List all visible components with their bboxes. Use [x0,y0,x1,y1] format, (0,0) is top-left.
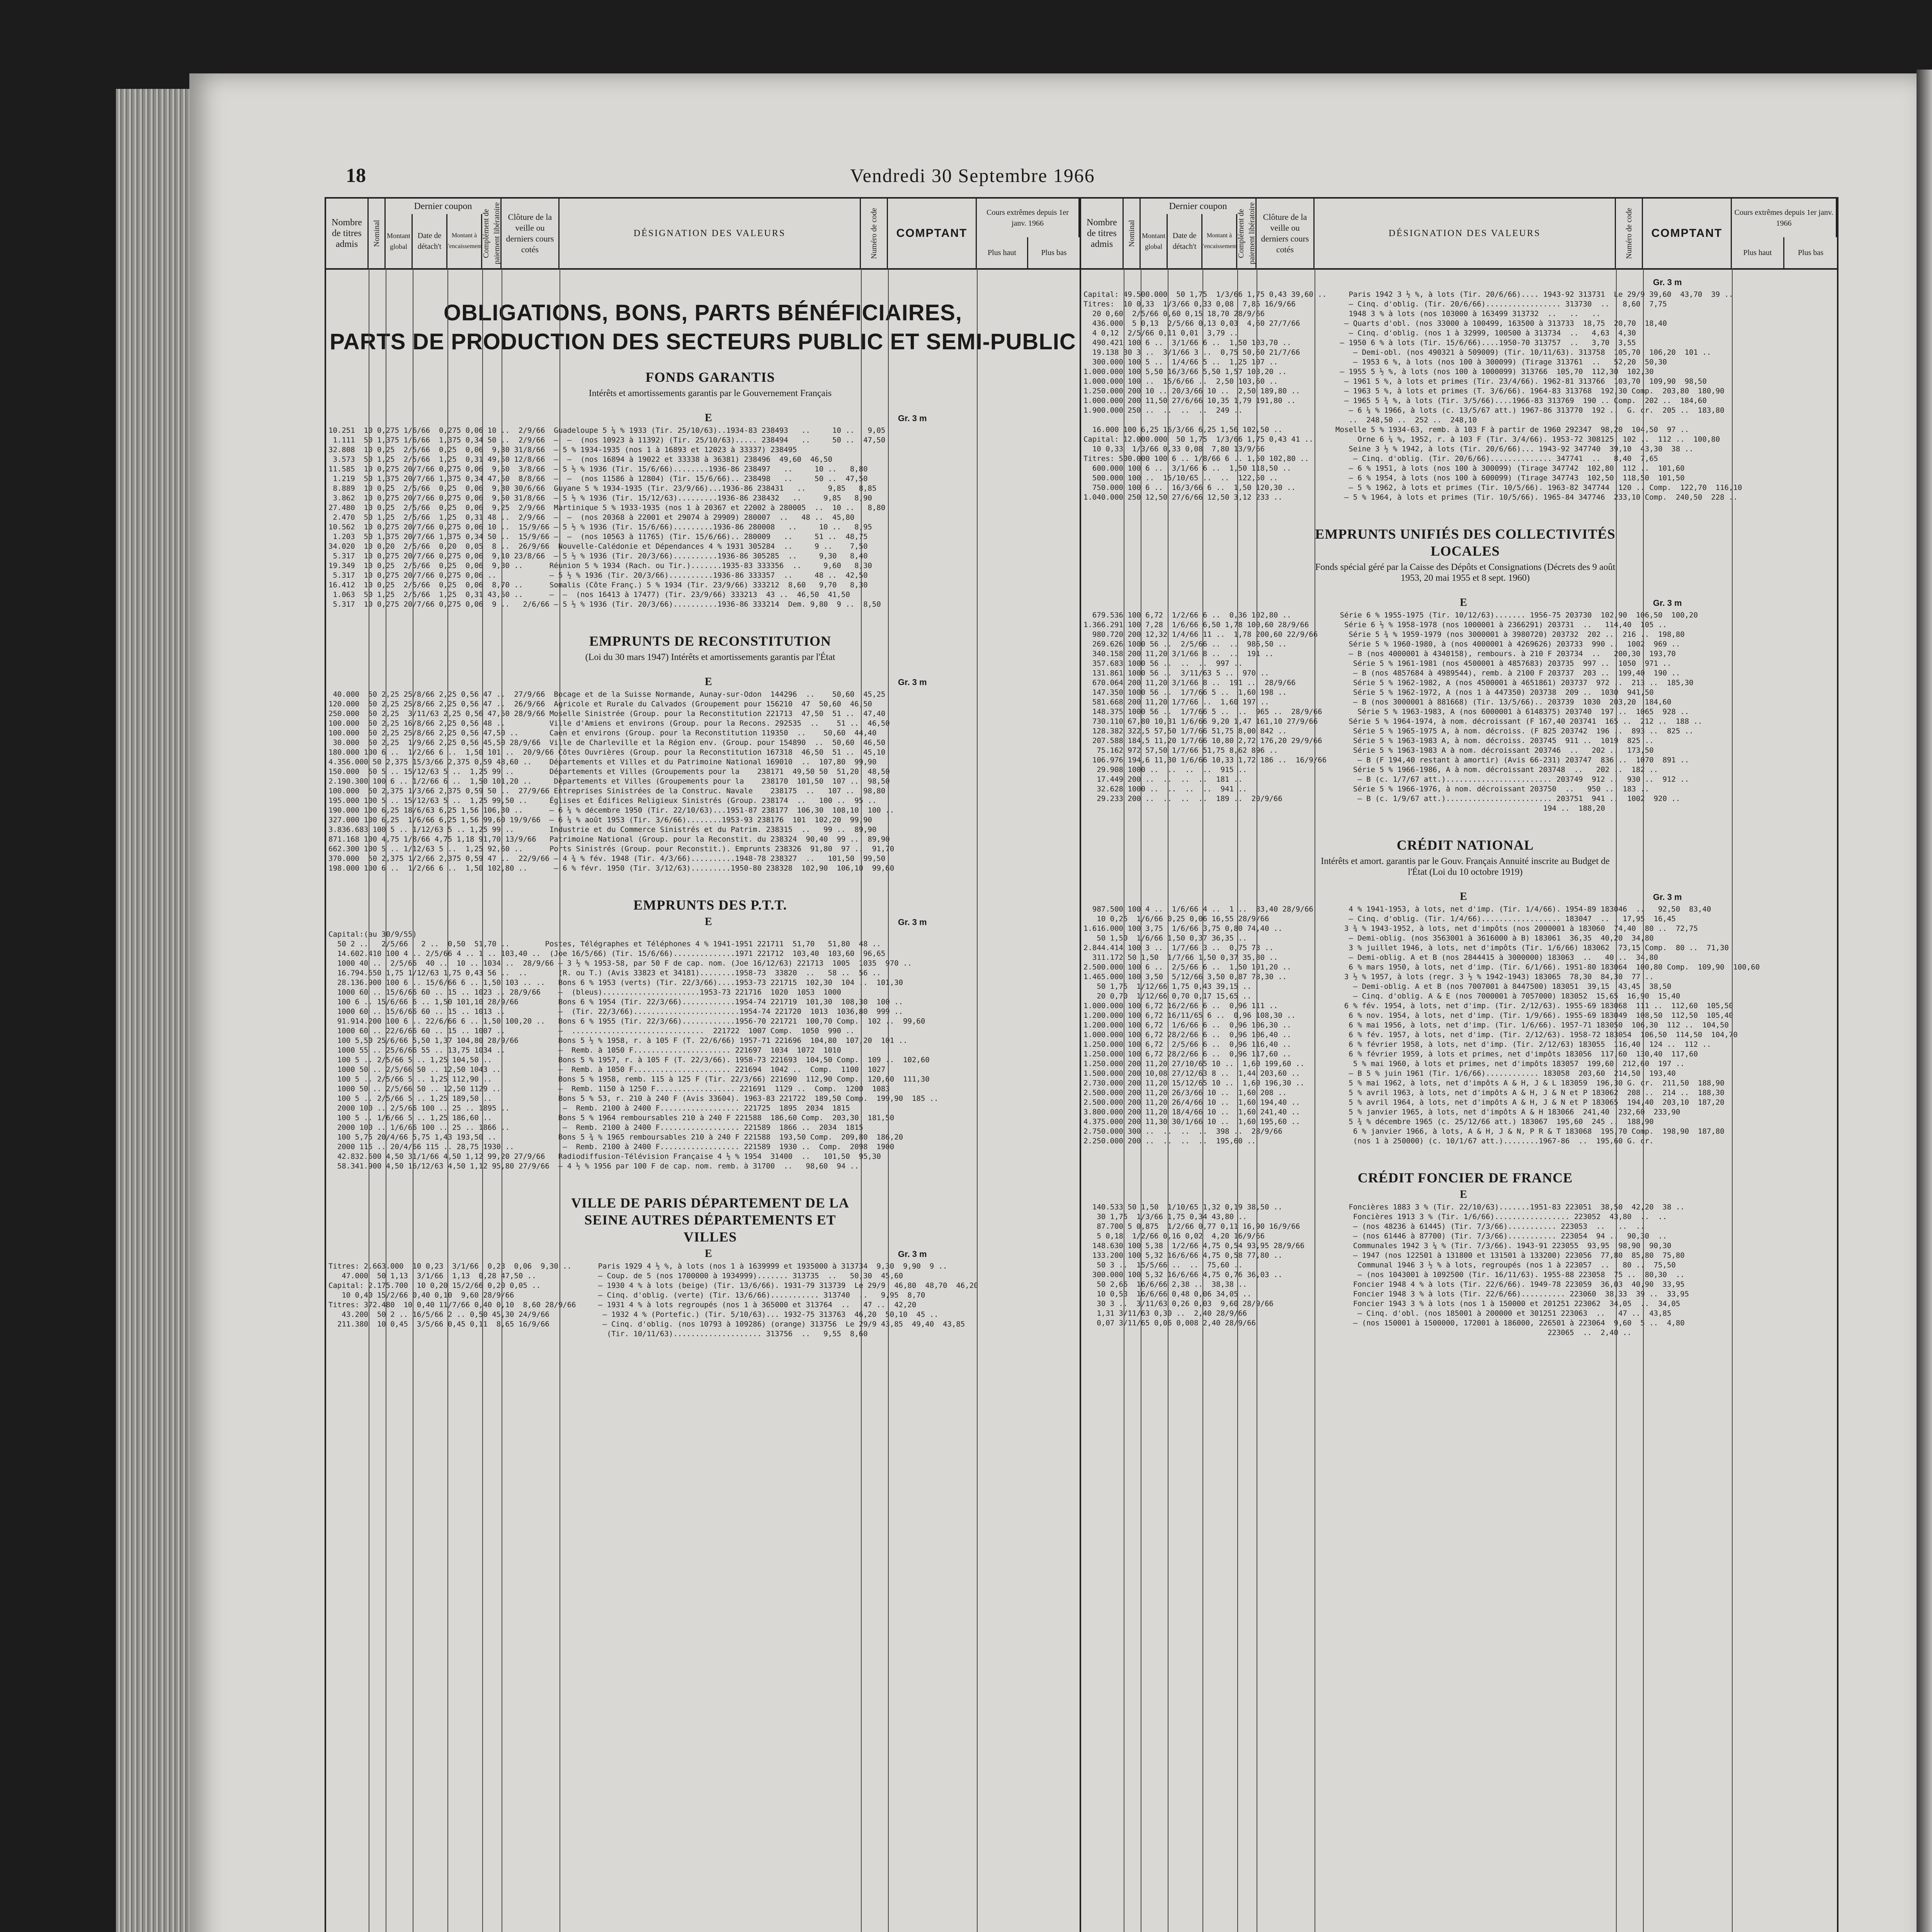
section-marker: E [1460,597,1467,609]
table-row: 2.500.000 200 11,20 26/3/66 10 .. 1,60 208 .. 5 % avril 1963, à lots, net d'impôts A & H, J & N et P 183062 208 .. 214 .. 188,30 [1083,1088,1725,1097]
table-row: 1.250.000 200 11,20 27/10/65 10 .. 1,60 199,60 .. 5 % mai 1960, à lots et primes, net d'impôts 183057 199,60 212,60 197 .. [1083,1060,1685,1068]
section-marker: E [705,916,712,928]
section-subtitle: Fonds spécial géré par la Caisse des Dépôts et Consignations (Décrets des 9 août 1953, 20 mai 1955 et 8 sept. 1960) [1315,562,1616,583]
table-row: 1.000.000 100 5,50 16/3/66 5,50 1,57 103,20 .. — 1955 5 ½ %, à lots (nos 100 à 1000099) 313766 105,70 112,30 102,30 [1083,367,1654,376]
table-row: 207.588 184,5 11,20 1/7/66 10,80 2,72 176,20 29/9/66 Série 5 % 1963-1983 A, à nom. décroiss. 203745 911 .. 1019 825 .. [1083,736,1654,745]
table-row: 42.832.600 4,50 31/1/66 4,50 1,12 99,20 27/9/66 Radiodiffusion-Télévision Française 4 ½ % 1954 31400 .. 101,50 95,30 [328,1152,881,1161]
col-plus-bas: Plus bas [1041,248,1067,257]
table-row: 730.110 67,80 10,31 1/6/66 9,20 1,47 161,10 27/9/66 Série 5 % 1964-1974, à nom. décroissant (F 167,40 203741 165 .. 212 .. 188 .. [1083,717,1702,726]
section-subtitle: (Loi du 30 mars 1947) Intérêts et amortissements garantis par l'État [585,652,835,662]
table-row: 20 0,60 2/5/66 0,60 0,15 18,70 28/9/66 1948 3 % à lots (nos 103000 à 163499 313732 .. .. .. [1083,310,1601,318]
column-rule [888,268,889,1932]
table-header-right [1081,199,1837,270]
section-marker: E [1460,1189,1467,1201]
table-row: 2.844.414 100 3 .. 1/7/66 3 .. 0,75 73 .. 3 % juillet 1946, à lots, net d'impôts (Tir. 1/6/66) 183062 73,15 Comp. 80 .. 71,30 [1083,944,1729,952]
table-row: 27.480 10 0,25 2/5/66 0,25 0,06 9,25 2/9/66 Martinique 5 % 1933-1935 (nos 1 à 20367 et 22002 à 280005 .. 10 .. 8,80 [328,503,886,512]
column-rule [1732,268,1733,1932]
col-dernier-coupon: Dernier coupon [1141,199,1257,214]
table-row: 2.190.300 100 6 .. 1/2/66 6 .. 1,50 101,20 .. Départements et Villes (Groupements pour la 238170 101,50 107 .. 98,50 [328,777,890,786]
table-row: 1.219 50 1,375 20/7/66 1,375 0,34 47,50 8/8/66 — — (nos 11586 à 12804) (Tir. 15/6/66).. 238498 .. 50 .. 47,50 [328,474,868,483]
binding-stitches [1928,97,1932,1932]
col-complement: Complément de paiement libératoire [1237,199,1257,268]
table-row: 2000 100 .. 2/5/66 100 .. 25 .. 1895 .. — Remb. 2100 à 2400 F.................. 221725 1895 2034 1815 [328,1104,850,1112]
section-marker: E [705,412,712,424]
table-row: 100.000 50 2,25 25/8/66 2,25 0,56 47,50 .. Caen et environs (Group. pour la Reconstitution 119350 .. 50,60 44,40 [328,729,877,737]
table-row: 1.200.000 100 6,72 16/11/65 6 .. 0,96 108,30 .. 6 % nov. 1954, à lots, net d'imp. (Tir. 1/9/66). 1955-69 183049 108,50 112,50 105,40 [1083,1011,1733,1020]
table-row: 1.250.000 100 6,72 28/2/66 6 .. 0,96 117,60 .. 6 % février 1959, à lots et primes, net d'impôts 183056 117,60 130,40 117,60 [1083,1050,1698,1058]
table-row: 100 6 .. 15/6/66 6 .. 1,50 101,10 28/9/66 Bons 6 % 1954 (Tir. 22/3/66)............1954-74 221719 101,30 108,30 100 .. [328,998,903,1006]
column-rule [977,268,978,1932]
table-row: 180.000 100 6 .. 1/2/66 6 .. 1,50 101 .. 20/9/66 Côtes Ouvrières (Group. pour la Reconstitution 167318 46,50 51 .. 45,10 [328,748,886,757]
table-row: 50 2 .. 2/5/66 2 .. 0,50 51,70 .. Postes, Télégraphes et Téléphones 4 % 1941-1951 221711 51,70 51,80 48 .. [328,940,881,948]
table-row: 148.630 100 5,38 1/2/66 4,75 0,54 93,95 28/9/66 Communales 1942 3 ¼ % (Tir. 7/3/66). 1943-91 223055 93,95 98,90 90,30 [1083,1242,1672,1250]
page-date: Vendredi 30 Septembre 1966 [850,165,1095,186]
left-half [326,199,1081,1932]
table-row: 2.250.000 200 .. .. .. .. 195,60 .. (nos 1 à 250000) (c. 10/1/67 att.)........1967-86 .. 195,60 G. cr. [1083,1137,1654,1145]
table-row: 91.914.200 100 6 .. 22/6/66 6 .. 1,50 100,20 .. Bons 6 % 1955 (Tir. 22/3/66)............1956-70 221721 100,70 Comp. 102 .. 99,60 [328,1017,925,1026]
col-comptant: COMPTANT [888,199,977,268]
table-row: 100 5 .. 2/5/66 5 .. 1,25 189,50 .. Bons 5 % 53, r. 210 à 240 F (Avis 33604). 1963-83 221722 189,50 Comp. 199,90 185 .. [328,1094,939,1103]
table-row: 50 3 .. 15/5/66 .. .. 75,60 .. Communal 1946 3 ½ % à lots, regroupés (nos 1 à 223057 .. 80 .. 75,50 [1083,1261,1676,1269]
table-row: 16.412 10 0,25 2/5/66 0,25 0,06 8,70 .. Somalis (Côte Franç.) 5 % 1934 (Tir. 23/9/66) 333212 8,60 9,70 8,30 [328,581,868,589]
table-row: 4.356.000 50 2,375 15/3/66 2,375 0,59 48,60 .. Départements et Villes et du Patrimoine National 169010 .. 107,80 99,90 [328,758,877,766]
table-row: 3.573 50 1,25 2/5/66 1,25 0,31 49,50 12/8/66 — — (nos 16894 à 19022 et 33338 à 36381) 238496 49,60 46,50 [328,455,833,464]
section-rows [328,930,1077,1171]
table-row: Capital:(au 30/9/55) [328,930,417,939]
col-cours-extremes: Cours extrêmes depuis 1er janv. 1966 [977,199,1080,237]
col-complement: Complément de paiement libératoire [482,199,502,268]
table-row: 670.064 200 11,20 3/1/66 8 .. 191 .. 28/9/66 Série 5 % 1962-1982, A (nos 4500001 à 4651861) 203737 972 .. 213 .. 185,30 [1083,679,1694,687]
table-row: 1000 55 .. 25/6/66 55 .. 13,75 1034 .. — Remb. à 1050 F...................... 221697 1034 1072 1010 [328,1046,841,1054]
table-row: 300.000 100 5,32 16/6/66 4,75 0,76 36,03 .. — (nos 1043001 à 1092500 (Tir. 16/11/63). 1955-88 223058 75 .. 80,30 .. [1083,1270,1685,1279]
section-title: CRÉDIT NATIONAL [1396,837,1534,853]
section-title: EMPRUNTS DE RECONSTITUTION [589,633,832,649]
table-row: 1.000.000 100 6,72 16/2/66 6 .. 0,96 111 .. 6 % fév. 1954, à lots, net d'imp. (Tir. 2/12/63). 1955-69 183068 111 .. 112,60 105,50 [1083,1002,1733,1010]
section-marker: E [1460,891,1467,903]
table-row: 269.626 1000 56 .. 2/5/66 .. .. 986,50 .. Série 5 % 1960-1980, à (nos 4000001 à 4269626) 203733 990 .. 1002 969 .. [1083,640,1680,648]
table-row: 30 3 .. 3/11/63 0,26 0,03 9,60 28/9/66 Foncier 1943 3 % à lots (nos 1 à 150000 et 201251 223062 34,05 .. 34,05 [1083,1299,1680,1308]
quotation-table [325,197,1838,1932]
col-montant-global: Montant global [386,214,413,268]
section-subtitle: Intérêts et amortissements garantis par le Gouvernement Français [588,388,832,398]
section-marker: E [705,1248,712,1260]
table-row: 581.668 200 11,20 1/7/66 .. 1,60 197 .. — B (nos 3000001 à 881668) (Tir. 13/5/66).. 203739 1030 203,20 184,60 [1083,698,1672,706]
table-header-left [326,199,1080,270]
table-row: 370.000 50 2,375 1/2/66 2,375 0,59 47 .. 22/9/66 — 4 ¾ % fév. 1948 (Tir. 4/3/66)..........1948-78 238327 .. 101,50 99,50 [328,854,886,863]
col-plus-haut: Plus haut [977,237,1028,268]
table-row: 148.375 1000 56 .. 1/7/66 5 .. .. 965 .. 28/9/66 Série 5 % 1963-1983, A (nos 6000001 à 6148375) 203740 197 .. 1065 928 .. [1083,707,1689,716]
table-row: 100.000 50 2,375 1/3/66 2,375 0,59 50 .. 27/9/66 Entreprises Sinistrées de la Construc. Navale 238175 .. 107 .. 98,80 [328,787,886,795]
table-row: 29.908 1000 .. .. .. .. 915 .. Série 5 % 1966-1986, A à nom. décroissant 203748 .. 202 .. 182 .. [1083,765,1658,774]
table-row: 190.000 100 6,25 18/6/63 6,25 1,56 106,30 .. — 6 ¼ % décembre 1950 (Tir. 22/10/63)...1951-87 238177 106,30 108,10 100 .. [328,806,895,815]
table-row: 10.562 10 0,275 20/7/66 0,275 0,06 10 .. 15/9/66 — 5 ½ % 1936 (Tir. 15/6/66).........1936-86 280008 .. 10 .. 8,95 [328,523,872,531]
table-row: 28.136.900 100 6 .. 15/6/66 6 .. 1,50 103 .. .. Bons 6 % 1953 (verts) (Tir. 22/3/66)....1953-73 221715 102,30 104 .. 101,30 [328,978,903,987]
group-tag: Gr. 3 m [898,677,927,687]
table-row: 662.300 100 5 .. 1/12/63 5 .. 1,25 92,60 .. Ports Sinistrés (Group. pour Reconstit.). Emprunts 238326 91,80 97 .. 91,70 [328,845,895,853]
table-row: 871.168 100 4,75 1/8/66 4,75 1,18 91,70 13/9/66 Patrimoine National (Group. pour la Reconstit. du 238324 90,40 99 .. 89,90 [328,835,890,844]
table-row: 100 5,75 20/4/66 5,75 1,43 193,50 .. Bons 5 ¾ % 1965 remboursables 210 à 240 F 221588 193,50 Comp. 209,80 186,20 [328,1133,903,1141]
table-row: 1000 60 .. 15/6/66 60 .. 15 .. 1023 .. 28/9/66 — (bleus)......................1953-73 221716 1020 1053 1000 [328,988,841,997]
table-row: 120.000 50 2,25 25/8/66 2,25 0,56 47 .. 26/9/66 Agricole et Rurale du Calvados (Groupement pour 156210 47 50,60 46,50 [328,700,872,708]
col-designation: DÉSIGNATION DES VALEURS [1315,199,1616,268]
table-row: 75.162 972 57,50 1/7/66 51,75 8,62 896 .. Série 5 % 1963-1983 A à nom. décroissant 203746 .. 202 .. 173,50 [1083,746,1654,755]
table-row: 1.616.000 100 3,75 1/6/66 3,75 0,80 74,40 .. 3 ¾ % 1943-1952, à lots, net d'impôts (nos 2000001 à 183060 74,40 80 .. 72,75 [1083,924,1698,933]
table-row: 194 .. 188,20 [1083,804,1605,813]
table-row: 34.020 10 0,20 2/5/66 0,20 0,05 8 .. 26/9/66 Nouvelle-Calédonie et Dépendances 4 % 1931 305284 .. 9 .. 7,50 [328,542,868,551]
table-row: 47.000 50 1,13 3/1/66 1,13 0,28 47,50 .. — Coup. de 5 (nos 1700000 à 1934999)....... 313735 .. 50,30 45,60 [328,1272,903,1280]
table-row: 1.465.000 100 3,50 5/12/66 3,50 0,87 78,30 .. 3 ½ % 1957, à lots (regr. 3 ½ % 1942-1943) 183065 78,30 84,30 77 .. [1083,973,1654,981]
col-nombre: Nombre de titres admis [1081,199,1124,268]
main-title-line2: PARTS DE PRODUCTION DES SECTEURS PUBLIC ET SEMI-PUBLIC [330,329,1076,354]
table-row: 50 1,50 1/6/66 1,50 0,37 36,35 .. — Demi-oblig. (nos 3563001 à 3616000 à B) 183061 36,35 40,20 34,80 [1083,934,1654,942]
table-row: 500.000 100 .. 15/10/65 .. .. 122,50 .. — 6 % 1954, à lots (nos 100 à 600099) (Tirage 347743 102,50 118,50 101,50 [1083,474,1685,482]
group-tag: Gr. 3 m [898,1249,927,1259]
section-subtitle: Intérêts et amort. garantis par le Gouv. Français Annuité inscrite au Budget de l'État (Loi du 10 octobre 1919) [1321,856,1610,877]
table-row: 1000 40 .. 2/5/66 40 .. 10 .. 1034 .. 28/9/66 — 3 ½ % 1953-58, par 50 F de cap. nom. (Joe 16/12/63) 221713 1005 1035 970 .. [328,959,912,968]
section-rows [328,690,1077,873]
table-row: 1.250.000 100 6,72 2/5/66 6 .. 0,96 116,40 .. 6 % février 1958, à lots, net d'imp. (Tir. 2/12/63) 183055 116,40 124 .. 112 .. [1083,1040,1711,1049]
table-row: 150.000 50 5 .. 15/12/63 5 .. 1,25 99 .. Départements et Villes (Groupements pour la 238171 49,50 50 51,20 48,50 [328,767,890,776]
table-row: 750.000 100 6 .. 16/3/66 6 .. 1,50 120,30 .. — 5 % 1962, à lots et primes (Tir. 10/5/66). 1963-82 347744 120 .. Comp. 122,70 116,10 [1083,483,1742,492]
table-row: 1000 50 .. 2/5/66 50 .. 12,50 1129 .. — Remb. 1150 à 1250 F.................. 221691 1129 .. Comp. 1200 1083 [328,1085,890,1093]
table-row: 17.449 200 .. .. .. .. 181 .. — B (c. 1/7/67 att.)........................ 203749 912 .. 930 .. 912 .. [1083,775,1689,784]
table-row: 980.720 200 12,32 1/4/66 11 .. 1,78 200,60 22/9/66 Série 5 ¾ % 1959-1979 (nos 3000001 à 3980720) 203732 202 .. 216 .. 198,80 [1083,630,1685,639]
table-row: 3.836.683 100 5 .. 1/12/63 5 .. 1,25 99 .. Industrie et du Commerce Sinistrés et du Patrim. 238315 .. 99 .. 89,90 [328,825,877,834]
col-montant-encaissement: Montant à l'encaissement [447,214,482,268]
table-row: 19.349 10 0,25 2/5/66 0,25 0,06 9,30 .. Réunion 5 % 1934 (Rach. ou Tir.).......1935-83 333356 .. 9,60 8,30 [328,561,872,570]
section-rows [328,1262,1077,1339]
table-row: 4 0,12 2/5/66 0,11 0,01 3,79 .. — Cinq. d'oblig. (nos 1 à 32999, 100500 à 313734 .. 4,63 4,30 [1083,329,1636,337]
table-row: 16.000 100 6,25 16/3/66 6,25 1,56 102,50 .. Moselle 5 % 1934-63, remb. à 103 F à partir de 1960 292347 98,20 104,50 97 .. [1083,425,1689,434]
table-row: 30.000 50 2,25 1/9/66 2,25 0,56 45,50 28/9/66 Ville de Charleville et la Région env. (Group. pour 154890 .. 50,60 46,50 [328,738,886,747]
main-title-line1: OBLIGATIONS, BONS, PARTS BÉNÉFICIAIRES, [444,300,962,325]
section-title: CRÉDIT FONCIER DE FRANCE [1357,1170,1573,1185]
table-row: 43.200 50 2 .. 16/5/66 2 .. 0,50 45,30 24/9/66 — 1932 4 % (Portefic.) (Tir. 5/10/63)... 1932-75 313763 46,20 50,10 45 .. [328,1310,939,1319]
column-rule [482,268,483,1932]
table-row: 87.700 5 0,875 1/2/66 0,77 0,11 16,90 16/9/66 — (nos 48236 à 61445) (Tir. 7/3/66)........... 223053 .. .. .. [1083,1222,1645,1231]
table-row: 195.000 100 5 .. 15/12/63 5 .. 1,25 99,50 .. Églises et Édifices Religieux Sinistrés (Group. 238174 .. 100 .. 95 .. [328,796,877,805]
section-rows [1083,290,1835,502]
table-row: 1,31 3/11/63 0,30 .. 2,40 28/9/66 — Cinq. d'obl. (nos 185001 à 200000 et 301251 223063 .. 47 .. 43,85 [1083,1309,1672,1318]
table-row: 40.000 50 2,25 25/8/66 2,25 0,56 47 .. 27/9/66 Bocage et de la Suisse Normande, Aunay-sur-Odon 144296 .. 50,60 45,25 [328,690,886,699]
table-row: 250.000 50 2,25 3/11/63 2,25 0,56 47,50 28/9/66 Moselle Sinistrée (Group. pour la Reconstitution 221713 47,50 51 .. 47,40 [328,709,886,718]
col-nombre: Nombre de titres admis [326,199,369,268]
table-row: 20 0,70 1/12/66 0,70 0,17 15,65 .. — Cinq. d'oblig. A & E (nos 7000001 à 7057000) 183052 15,65 16,90 15,40 [1083,992,1680,1000]
col-plus-haut: Plus haut [1732,237,1784,268]
table-row: 1.111 50 1,375 1/6/66 1,375 0,34 50 .. 2/9/66 — — (nos 10923 à 11392) (Tir. 25/10/63)..... 238494 .. 50 .. 47,50 [328,436,886,444]
col-nominal: Nominal [369,199,386,268]
column-rule [1237,268,1238,1932]
section-marker: E [705,676,712,688]
table-row: 327.000 100 6,25 1/6/66 6,25 1,56 99,60 19/9/66 — 6 ¼ % août 1953 (Tir. 3/6/66)........1953-93 238176 101 102,20 99,90 [328,816,872,824]
table-row: 987.500 100 4 .. 1/6/66 4 .. 1 .. 83,40 28/9/66 4 % 1941-1953, à lots, net d'imp. (Tir. 1/4/66). 1954-89 183046 .. 92,50 83,40 [1083,905,1711,913]
table-row: 11.585 10 0,275 20/7/66 0,275 0,06 9,50 3/8/66 — 5 ½ % 1936 (Tir. 15/6/66)........1936-86 238497 .. 10 .. 8,80 [328,465,868,473]
table-row: 4.375.000 200 11,30 30/1/66 10 .. 1,60 195,60 .. 5 ¾ % décembre 1965 (c. 25/12/66 att.) 183067 195,60 245 .. 188,90 [1083,1117,1654,1126]
table-row: 8.889 10 0,25 2/5/66 0,25 0,06 9,30 30/6/66 Guyane 5 % 1934-1935 (Tir. 23/9/66)...1936-86 238431 .. 9,85 8,85 [328,484,877,493]
table-row: 147.350 1000 56 .. 1/7/66 5 .. 1,60 198 .. Série 5 % 1962-1972, A (nos 1 à 447350) 203738 209 .. 1030 941,50 [1083,688,1654,697]
column-rule [1643,268,1644,1932]
group-tag: Gr. 3 m [1653,598,1682,608]
table-row: 30 1,75 1/3/66 1,75 0,34 43,80 .. Foncières 1913 3 % (Tir. 1/6/66)................. 223052 43,80 .. .. [1083,1213,1667,1221]
table-row: Capital: 12.000.000 50 1,75 1/3/66 1,75 0,43 41 .. Orne 6 ¼ %, 1952, r. à 103 F (Tir. 3/4/66). 1953-72 308125 102 .. 112 .. 100,80 [1083,435,1720,444]
col-date-detach: Date de détach't [413,214,447,268]
col-cours-extremes: Cours extrêmes depuis 1er janv. 1966 [1732,199,1837,237]
table-row: 1.063 50 1,25 2/5/66 1,25 0,31 43,50 .. — — (nos 16413 à 17477) (Tir. 23/9/66) 333213 43 .. 46,50 41,50 [328,590,850,599]
table-row: 357.683 1000 56 .. .. .. 997 .. Série 5 % 1961-1981 (nos 4500001 à 4857683) 203735 997 .. 1050 971 .. [1083,659,1672,668]
group-tag: Gr. 3 m [1653,277,1682,287]
table-row: 0,07 3/11/65 0,06 0,008 2,40 28/9/66 — (nos 150001 à 1500000, 172001 à 186000, 226501 à 223064 9,60 5 .. 4,80 [1083,1319,1685,1327]
table-row: 106.976 194,6 11,30 1/6/66 10,33 1,72 186 .. 16/9/66 — B (F 194,40 restant à amortir) (Avis 66-231) 203747 836 .. 1070 891 .. [1083,756,1689,764]
table-row: 5 0,18 1/2/66 0,16 0,02 4,20 16/9/66 — (nos 61446 à 87700) (Tir. 7/3/66)........... 223054 94 .. 90,30 .. [1083,1232,1667,1240]
table-row: 3.862 10 0,275 20/7/66 0,275 0,06 9,50 31/8/66 — 5 ½ % 1936 (Tir. 15/12/63).........1936-86 238432 .. 9,85 8,90 [328,494,872,502]
table-row: 10 0,25 1/6/66 0,25 0,06 16,55 28/9/66 — Cinq. d'oblig. (Tir. 1/4/66).................. 183047 .. 17,95 16,45 [1083,915,1676,923]
table-row: 211.380 10 0,45 3/5/66 0,45 0,11 8,65 16/9/66 — Cinq. d'oblig. (nos 10793 à 109286) (orange) 313756 Le 29/9 43,85 49,40 43,85 [328,1320,965,1328]
table-row: 58.341.900 4,50 16/12/63 4,50 1,12 95,80 27/9/66 — 4 ½ % 1956 par 100 F de cap. nom. remb. à 31700 .. 98,60 94 .. [328,1162,859,1170]
table-row: 1.000.000 200 11,50 27/6/66 10,35 1,79 191,80 .. — 1965 5 ¾ %, à lots (Tir. 3/5/66)....1966-83 313769 190 .. Comp. 202 .. 184,60 [1083,396,1707,405]
section-rows [1083,1202,1835,1338]
table-row: 436.000 5 0,13 2/5/66 0,13 0,03 4,60 27/7/66 — Quarts d'obl. (nos 33000 à 100499, 163500 à 313733 18,75 20,70 18,40 [1083,319,1667,328]
col-date-detach: Date de détach't [1168,214,1202,268]
section-title: FONDS GARANTIS [645,369,775,385]
table-row: 1000 60 .. 22/6/66 60 .. 15 .. 1007 .. — .............................. 221722 1007 Comp. 1050 990 .. [328,1027,855,1035]
table-row: 2.730.000 200 11,20 15/12/65 10 .. 1,60 196,30 .. 5 % mai 1962, à lots, net d'impôts A & H, J & L 183059 196,30 G. cr. 211,50 188,90 [1083,1079,1725,1087]
table-row: 10.251 10 0,275 1/6/66 0,275 0,06 10 .. 2/9/66 Guadeloupe 5 ¼ % 1933 (Tir. 25/10/63)..1934-83 238493 .. 10 .. 9,05 [328,426,886,435]
table-row: 50 2,66 16/6/66 2,38 .. 38,38 .. Foncier 1948 4 % à lots (Tir. 22/6/66). 1949-78 223059 36,03 40,90 33,95 [1083,1280,1685,1289]
table-row: 311.172 50 1,50 1/7/66 1,50 0,37 35,80 .. — Demi-oblig. A et B (nos 2844415 à 3000000) 183063 .. 40 .. 34,80 [1083,953,1658,962]
col-designation: DÉSIGNATION DES VALEURS [560,199,861,268]
table-row: 10 0,40 15/2/66 0,40 0,10 9,60 28/9/66 — Cinq. d'oblig. (verte) (Tir. 13/6/66)........... 313740 .. 9,95 8,70 [328,1291,925,1299]
col-numero-code: Numéro de code [1616,199,1643,268]
table-row: 1000 50 .. 2/5/66 50 .. 12,50 1043 .. — Remb. à 1050 F...................... 221694 1042 .. Comp. 1100 1027 [328,1065,886,1074]
col-numero-code: Numéro de code [861,199,888,268]
table-row: 19.138 30 3 .. 3/1/66 3 .. 0,75 50,60 21/7/66 — Demi-obl. (nos 490321 à 509009) (Tir. 10/11/63). 313758 105,70 106,20 101 .. [1083,348,1711,357]
table-row: 32.628 1000 .. .. .. .. 941 .. Série 5 % 1966-1976, à nom. décroissant 203750 .. 950 .. 183 .. [1083,785,1650,793]
table-row: 140.533 50 1,50 1/10/65 1,32 0,19 38,50 .. Foncières 1883 3 % (Tir. 22/10/63).......1951-83 223051 38,50 42,20 38 .. [1083,1203,1685,1211]
column-rule [861,268,862,1932]
table-row: 1.203 50 1,375 20/7/66 1,375 0,34 50 .. 15/9/66 — — (nos 10563 à 11765) (Tir. 15/6/66).. 280009 .. 51 .. 48,75 [328,532,868,541]
table-row: 600.000 100 6 .. 3/1/66 6 .. 1,50 118,50 .. — 6 % 1951, à lots (nos 100 à 300099) (Tirage 347742 102,80 112 .. 101,60 [1083,464,1685,473]
table-row: 10 0,53 16/6/66 0,48 0,06 34,05 .. Foncier 1948 3 % à lots (Tir. 22/6/66).......... 223060 38,33 39 .. 33,95 [1083,1290,1689,1298]
table-row: 340.158 200 11,20 3/1/66 8 .. .. 191 .. — B (nos 4000001 à 4340158), rembours. à 210 F 203734 .. 200,30 193,70 [1083,650,1676,658]
column-rule [447,268,448,1932]
table-row: 2.500.000 200 11,20 26/4/66 10 .. 1,60 194,40 .. 5 % avril 1964, à lots, net d'impôts A & H, J & N et P 183065 194,40 203,10 187,20 [1083,1098,1725,1107]
table-row: .. 248,50 .. 252 .. 248,10 [1083,416,1477,424]
column-rule [1202,268,1203,1932]
group-tag: Gr. 3 m [1653,892,1682,902]
table-row: 16.794.550 1,75 1/12/63 1,75 0,43 56 .. .. (R. ou T.) (Avis 33823 et 34181)........1958-73 33820 .. 58 .. 56 .. [328,969,881,977]
col-comptant: COMPTANT [1643,199,1732,268]
table-row: 100 5 .. 2/5/66 5 .. 1,25 104,50 .. Bons 5 % 1957, r. à 105 F (T. 22/3/66). 1958-73 221693 104,50 Comp. 109 .. 102,60 [328,1056,930,1064]
table-row: 198.000 100 6 .. 1/2/66 6 .. 1,50 102,80 .. — 6 % févr. 1950 (Tir. 3/12/63).........1950-80 238328 102,90 106,10 99,60 [328,864,895,872]
table-row: 1.200.000 100 6,72 1/6/66 6 .. 0,96 106,30 .. 6 % mai 1956, à lots, net d'imp. (Tir. 1/6/66). 1957-71 183050 106,30 112 .. 104,50 [1083,1021,1729,1029]
table-row: 2.750.000 300 .. .. .. .. 398 .. 28/9/66 6 % janvier 1966, à lots, A & H, J & N, P R & T 183068 195,70 Comp. 198,90 187,80 [1083,1127,1725,1136]
table-row: 2000 115 .. 20/4/66 115 .. 28,75 1930 .. — Remb. 2100 à 2400 F.................. 221589 1930 .. Comp. 2098 1900 [328,1143,895,1151]
table-row: 1.500.000 200 10,08 27/12/63 8 .. 1,44 203,60 .. — B 5 % juin 1961 (Tir. 1/6/66)............ 183058 203,60 214,50 193,40 [1083,1069,1676,1078]
table-row: (Tir. 10/11/63).................... 313756 .. 9,55 8,60 [328,1330,868,1338]
col-nominal: Nominal [1124,199,1141,268]
table-row: 1.040.000 250 12,50 27/6/66 12,50 3,12 233 .. — 5 % 1964, à lots et primes (Tir. 10/5/66). 1965-84 347746 233,10 Comp. 240,50 228 .. [1083,493,1738,502]
table-row: 2.470 50 1,25 2/5/66 1,25 0,31 48 .. 2/9/66 — — (nos 20368 à 22001 et 29074 à 29909) 280007 .. 48 .. 45,80 [328,513,855,522]
table-row: 100 5 .. 1/6/66 5 .. 1,25 186,60 .. Bons 5 % 1964 remboursables 210 à 240 F 221588 186,60 Comp. 203,30 181,50 [328,1114,895,1122]
column-rule [1616,268,1617,1932]
table-row: 1000 60 .. 15/6/66 60 .. 15 .. 1013 .. — (Tir. 22/3/66)........................1954-74 221720 1013 1036,80 999 .. [328,1007,903,1016]
table-row: 133.200 100 5,32 16/6/66 4,75 0,58 77,80 .. — 1947 (nos 122501 à 131800 et 131501 à 133200) 223056 77,80 85,80 75,80 [1083,1251,1685,1260]
section-rows [1083,611,1835,813]
section-title: VILLE DE PARIS DÉPARTEMENT DE LA SEINE AUTRES DÉPARTEMENTS ET VILLES [571,1195,849,1245]
table-row: 100 5 .. 2/5/66 5 .. 1,25 112,90 .. Bons 5 % 1958, remb. 115 à 125 F (Tir. 22/3/66) 221690 112,90 Comp. 120,60 111,30 [328,1075,930,1083]
section-title: EMPRUNTS DES P.T.T. [633,897,787,913]
group-tag: Gr. 3 m [898,917,927,927]
table-row: Titres: 2.663.000 10 0,23 3/1/66 0,23 0,06 9,30 .. Paris 1929 4 ½ %, à lots (nos 1 à 1639999 et 1935000 à 313734 9,30 9,90 9 .. [328,1262,947,1270]
table-row: 131.861 1000 56 .. 3/11/63 5 .. 970 .. — B (nos 4857684 à 4989544), remb. à 2100 F 203737 203 .. 199,40 190 .. [1083,669,1680,677]
col-cloture: Clôture de la veille ou derniers cours cotés [1257,199,1315,268]
table-row: 679.536 100 6,72 1/2/66 6 .. 0,36 102,80 .. Série 6 % 1955-1975 (Tir. 10/12/63)....... 1956-75 203730 102,90 106,50 100,20 [1083,611,1698,619]
book-page-edges [116,89,201,1932]
table-row: 2000 100 .. 1/6/66 100 .. 25 .. 1866 .. — Remb. 2100 à 2400 F.................. 221589 1866 .. 2034 1815 [328,1123,864,1132]
table-row: Capital: 49.500.000 50 1,75 1/3/66 1,75 0,43 39,60 .. Paris 1942 3 ½ %, à lots (Tir. 20/6/66).... 1943-92 313731 Le 29/9 39,60 43,70 39 .. [1083,290,1733,299]
table-row: 1.366.291 100 7,28 1/6/66 6,50 1,78 100,60 28/9/66 Série 6 ½ % 1958-1978 (nos 1000001 à 2366291) 203731 .. 114,40 105 .. [1083,621,1667,629]
table-row: 128.382 322,5 57,50 1/7/66 51,75 8,00 842 .. Série 5 % 1965-1975 A, à nom. décroiss. (F 825 203742 196 .. 893 .. 825 .. [1083,727,1694,735]
table-row: 100 5,50 25/6/66 5,50 1,37 104,80 28/9/66 Bons 5 ½ % 1958, r. à 105 F (T. 22/6/66) 1957-71 221696 104,80 107,20 101 .. [328,1036,908,1045]
table-row: 32.808 10 0,25 2/5/66 0,25 0,06 9,30 31/8/66 — 5 % 1934-1935 (nos 1 à 16893 et 12023 à 33337) 238495 [328,446,797,454]
table-row: 490.421 100 6 .. 3/1/66 6 .. 1,50 103,70 .. — 1950 6 % à lots (Tir. 15/6/66)....1950-70 313757 .. 3,70 3,55 [1083,338,1636,347]
table-row: 29.233 200 .. .. .. .. 189 .. 20/9/66 — B (c. 1/9/67 att.)........................ 203751 941 .. 1002 920 .. [1083,794,1680,803]
table-row: 1.900.000 250 .. .. .. .. 249 .. — 6 ¼ % 1966, à lots (c. 13/5/67 att.) 1967-86 313770 192 .. G. cr. 205 .. 183,80 [1083,406,1725,415]
table-row: 5.317 10 0,275 20/7/66 0,275 0,06 .. — 5 ½ % 1936 (Tir. 20/3/66)..........1936-86 333357 .. 48 .. 42,50 [328,571,868,580]
table-row: 223065 .. 2,40 .. [1083,1328,1632,1337]
table-row: 5.317 10 0,275 20/7/66 0,275 0,06 9 .. 2/6/66 — 5 ½ % 1936 (Tir. 20/3/66)..........1936-86 333214 Dem. 9,80 9 .. 8,50 [328,600,881,609]
table-row: 10 0,33 1/3/66 0,33 0,08 7,80 13/9/66 Seine 3 ½ % 1942, à lots (Tir. 20/6/66)... 1943-92 347740 39,10 43,30 38 .. [1083,445,1694,453]
group-tag: Gr. 3 m [898,413,927,423]
table-row: 1.000.000 100 .. 15/6/66 .. 2,50 103,60 .. — 1961 5 %, à lots et primes (Tir. 23/4/66). 1962-81 313766 103,70 109,90 98,50 [1083,377,1707,386]
table-row: 5.317 10 0,275 20/7/66 0,275 0,06 9,10 23/8/66 — 5 ½ % 1936 (Tir. 20/3/66)..........1936-86 305285 .. 9,30 8,40 [328,552,868,560]
col-plus-bas: Plus bas [1798,248,1824,257]
table-row: 14.602.410 100 4 .. 2/5/66 4 .. 1 .. 103,40 .. (Joe 16/5/66) (Tir. 15/6/66)..............1971 221712 103,40 103,60 96,65 [328,949,886,958]
col-cloture: Clôture de la veille ou derniers cours cotés [502,199,560,268]
col-montant-encaissement: Montant à l'encaissement [1202,214,1237,268]
table-row: Titres: 500.000 100 6 .. 1/8/66 6 .. 1,50 102,80 .. — Cinq. d'oblig. (Tir. 20/6/66).............. 347741 .. 8,40 7,65 [1083,454,1658,463]
table-row: 2.500.000 100 6 .. 2/5/66 6 .. 1,50 101,20 .. 6 % mars 1950, à lots, net d'imp. (Tir. 6/1/66). 1951-80 183064 100,80 Comp. 109,90 100,60 [1083,963,1760,971]
table-row: 300.000 100 5 .. 1/4/66 5 .. 1,25 107 .. — 1953 6 %, à lots (nos 100 à 300099) (Tirage 313761 .. 52,20 50,30 [1083,358,1667,366]
section-rows [328,426,1077,609]
table-row: 100.000 50 2,25 16/8/66 2,25 0,56 48 .. Ville d'Amiens et environs (Group. pour la Recons. 292535 .. 51 .. 46,50 [328,719,890,728]
table-row: 1.250.000 200 10 .. 20/3/66 10 .. 2,50 189,80 .. — 1963 5 %, à lots et primes (T. 3/6/66). 1964-83 313768 192,30 Comp. 203,80 180,90 [1083,387,1725,395]
col-montant-global: Montant global [1141,214,1168,268]
section-title: EMPRUNTS UNIFIÉS DES COLLECTIVITÉS LOCALES [1315,526,1616,559]
table-row: 50 1,75 1/12/66 1,75 0,43 39,15 .. — Demi-oblig. A et B (nos 7007001 à 8447500) 183051 39,15 43,45 38,50 [1083,982,1672,991]
section-rows [1083,905,1835,1146]
col-dernier-coupon: Dernier coupon [386,199,502,214]
table-row: 1.000.000 100 6,72 28/2/66 6 .. 0,96 106,40 .. 6 % fév. 1957, à lots, net d'imp. (Tir. 2/12/63). 1958-72 183054 106,50 114,50 104,70 [1083,1031,1738,1039]
table-row: Titres: 10 0,33 1/3/66 0,33 0,08 7,85 16/9/66 — Cinq. d'oblig. (Tir. 20/6/66)................. 313730 .. 8,60 7,75 [1083,300,1667,308]
table-row: Titres: 372.480 10 0,40 11/7/66 0,40 0,10 8,60 28/9/66 — 1931 4 % à lots regroupés (nos 1 à 365000 et 313764 .. 47 .. 42,20 [328,1301,917,1309]
table-row: Capital: 2.175.700 10 0,20 15/2/66 0,20 0,05 .. — 1930 4 % à lots (beige) (Tir. 13/6/66). 1931-79 313739 Le 29/9 46,80 48,70 46,20 [328,1281,978,1290]
page-number: 18 [346,165,366,187]
table-row: 3.800.000 200 11,20 18/4/66 10 .. 1,60 241,40 .. 5 % janvier 1965, à lots, net d'impôts A & H 183066 241,40 232,60 233,90 [1083,1108,1680,1116]
right-half [1081,199,1837,1932]
